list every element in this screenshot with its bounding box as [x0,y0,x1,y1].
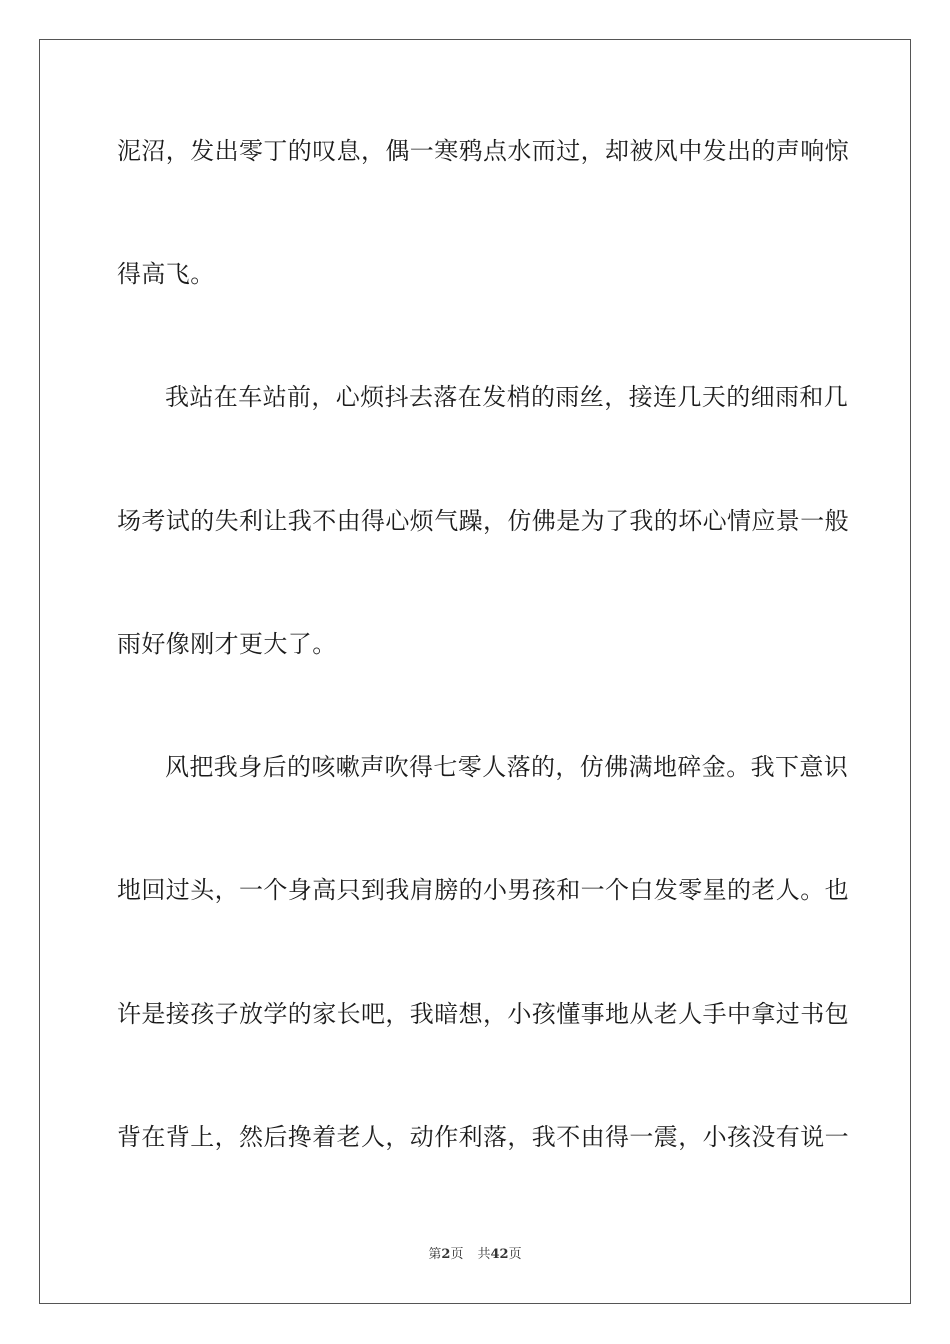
body-text-line-2: 得高飞。 [117,260,215,288]
footer-total-pages: 42 [490,1247,509,1262]
footer-total-prefix: 共 [477,1247,491,1262]
footer-page-unit: 页 [450,1247,464,1262]
body-text-line-9: 背在背上，然后搀着老人，动作利落，我不由得一震，小孩没有说一 [117,1123,849,1151]
body-text-line-1: 泥沼，发出零丁的叹息，偶一寒鸦点水而过，却被风中发出的声响惊 [117,137,849,165]
body-text-line-5: 雨好像刚才更大了。 [117,630,337,658]
body-text-line-3: 我站在车站前，心烦抖去落在发梢的雨丝，接连几天的细雨和几 [165,383,849,411]
footer-total-unit: 页 [508,1247,522,1262]
body-text-line-8: 许是接孩子放学的家长吧，我暗想，小孩懂事地从老人手中拿过书包 [117,1000,849,1028]
footer-page-prefix: 第 [428,1247,442,1262]
page-footer [0,1246,950,1264]
body-text-line-6: 风把我身后的咳嗽声吹得七零人落的，仿佛满地碎金。我下意识 [165,753,849,781]
body-text-line-4: 场考试的失利让我不由得心烦气躁，仿佛是为了我的坏心情应景一般 [117,507,849,535]
body-text-line-7: 地回过头，一个身高只到我肩膀的小男孩和一个白发零星的老人。也 [117,876,849,904]
page-border [39,39,911,1304]
footer-current-page: 2 [441,1247,451,1262]
